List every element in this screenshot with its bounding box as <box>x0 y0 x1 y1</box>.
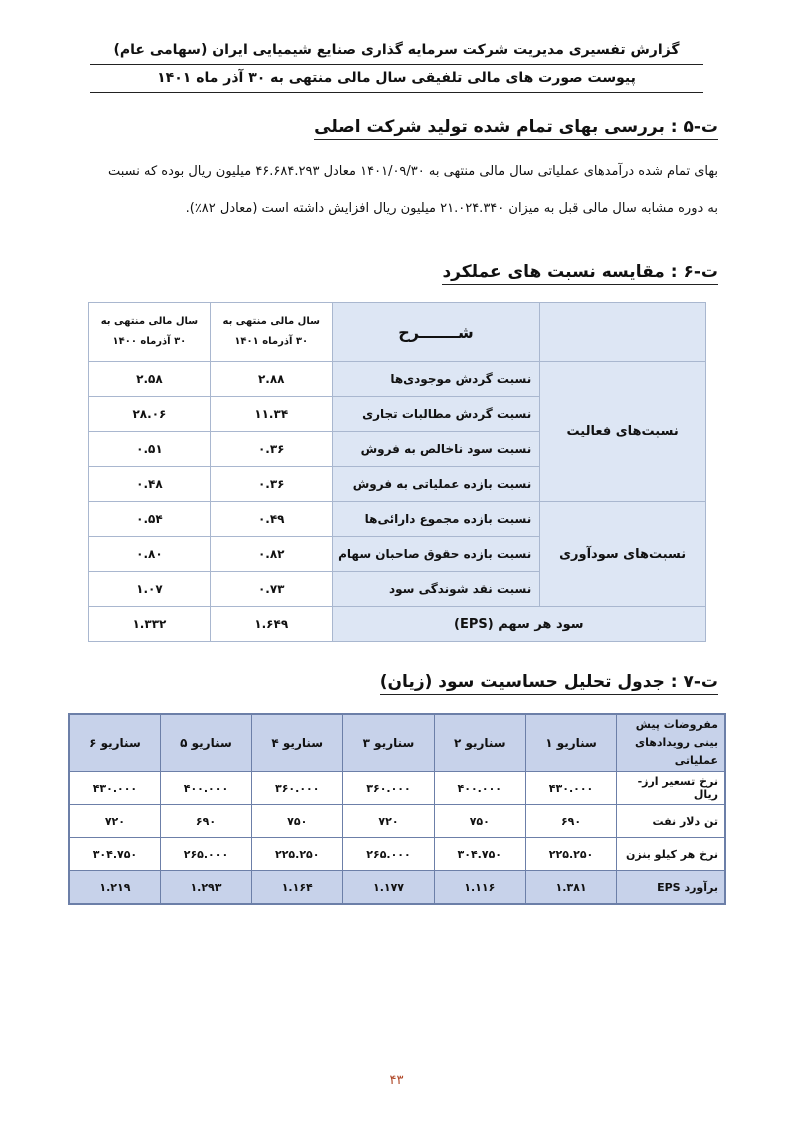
scenario-value: ۱.۳۸۱ <box>525 871 616 905</box>
sensitivity-header-row <box>69 714 725 772</box>
header-year-1400: سال مالی منتهی به ۳۰ آذرماه ۱۴۰۰ <box>89 303 211 362</box>
eps-value-1400: ۱.۳۳۲ <box>89 607 211 642</box>
ratio-label: نسبت بازده مجموع دارائی‌ها <box>332 502 540 537</box>
scenario-value: ۲۲۵.۲۵۰ <box>252 838 343 871</box>
sensitivity-table <box>68 713 726 905</box>
assumption-label: نرخ هر کیلو بنزن <box>617 838 725 871</box>
scenario-value: ۴۰۰.۰۰۰ <box>434 772 525 805</box>
ratio-comparison-table <box>88 302 706 642</box>
ratio-label: نسبت بازده عملیاتی به فروش <box>332 467 540 502</box>
eps-value-1401: ۱.۶۴۹ <box>210 607 332 642</box>
assumptions-header: مفروضات پیش بینی رویدادهای عملیاتی <box>617 714 725 772</box>
section5-title: ت-۵ : بررسی بهای تمام شده تولید شرکت اصلی <box>314 117 718 140</box>
scenario-value: ۷۲۰ <box>343 805 434 838</box>
scenario-value: ۲۶۵.۰۰۰ <box>343 838 434 871</box>
scenario-value: ۲۲۵.۲۵۰ <box>525 838 616 871</box>
eps-row <box>89 607 706 642</box>
section7-title: ت-۷ : جدول تحلیل حساسیت سود (زیان) <box>380 672 718 695</box>
scenario-value: ۱.۲۱۹ <box>69 871 160 905</box>
section6-title: ت-۶ : مقایسه نسبت های عملکرد <box>442 262 718 285</box>
scenario-value: ۳۶۰.۰۰۰ <box>343 772 434 805</box>
group-activity-ratios: نسبت‌های فعالیت <box>540 362 706 502</box>
table-row <box>69 772 725 805</box>
ratio-value-1400: ۱.۰۷ <box>89 572 211 607</box>
ratio-label: نسبت سود ناخالص به فروش <box>332 432 540 467</box>
scenario-value: ۴۳۰.۰۰۰ <box>525 772 616 805</box>
ratio-value-1401: ۰.۷۳ <box>210 572 332 607</box>
ratio-label: نسبت گردش موجودی‌ها <box>332 362 540 397</box>
eps-estimate-row <box>69 871 725 905</box>
table-row <box>89 502 706 537</box>
ratio-value-1401: ۱۱.۳۴ <box>210 397 332 432</box>
scenario-value: ۳۶۰.۰۰۰ <box>252 772 343 805</box>
header-description: شـــــــرح <box>332 303 540 362</box>
scenario-value: ۷۵۰ <box>252 805 343 838</box>
header-group-cell <box>540 303 706 362</box>
scenario-value: ۱.۱۱۶ <box>434 871 525 905</box>
scenario-value: ۴۰۰.۰۰۰ <box>160 772 251 805</box>
header-year-1401: سال مالی منتهی به ۳۰ آذرماه ۱۴۰۱ <box>210 303 332 362</box>
table-row <box>69 838 725 871</box>
assumption-label: تن دلار نفت <box>617 805 725 838</box>
ratio-label: نسبت گردش مطالبات تجاری <box>332 397 540 432</box>
table-row <box>89 362 706 397</box>
section5-paragraph-line1: بهای تمام شده درآمدهای عملیاتی سال مالی منتهی به ۱۴۰۱/۰۹/۳۰ معادل ۴۶.۶۸۴.۲۹۳ میلیون ریال بوده که نسبت <box>107 164 718 179</box>
scenario-value: ۷۲۰ <box>69 805 160 838</box>
title-underline <box>90 64 703 65</box>
ratio-value-1401: ۰.۴۹ <box>210 502 332 537</box>
ratio-value-1400: ۰.۴۸ <box>89 467 211 502</box>
scenario-header: سناریو ۶ <box>69 714 160 772</box>
ratio-value-1400: ۰.۵۱ <box>89 432 211 467</box>
report-title: گزارش تفسیری مدیریت شرکت سرمایه گذاری صنایع شیمیایی ایران (سهامی عام) <box>113 42 680 58</box>
scenario-value: ۴۳۰.۰۰۰ <box>69 772 160 805</box>
ratio-value-1401: ۰.۳۶ <box>210 467 332 502</box>
scenario-header: سناریو ۲ <box>434 714 525 772</box>
ratio-value-1400: ۰.۸۰ <box>89 537 211 572</box>
scenario-header: سناریو ۳ <box>343 714 434 772</box>
scenario-value: ۲۶۵.۰۰۰ <box>160 838 251 871</box>
page-number: ۴۳ <box>389 1073 404 1088</box>
table-row <box>69 805 725 838</box>
ratio-value-1401: ۰.۸۲ <box>210 537 332 572</box>
ratio-value-1401: ۲.۸۸ <box>210 362 332 397</box>
eps-label: سود هر سهم (EPS) <box>332 607 705 642</box>
scenario-value: ۱.۱۶۴ <box>252 871 343 905</box>
scenario-header: سناریو ۵ <box>160 714 251 772</box>
section5-paragraph-line2: به دوره مشابه سال مالی قبل به میزان ۲۱.۰۲۴.۳۴۰ میلیون ریال افزایش داشته است (معادل ۸۲٪). <box>185 201 718 216</box>
ratio-label: نسبت نقد شوندگی سود <box>332 572 540 607</box>
section5-paragraph <box>78 153 718 227</box>
ratio-value-1400: ۲۸.۰۶ <box>89 397 211 432</box>
scenario-value: ۱.۱۷۷ <box>343 871 434 905</box>
scenario-value: ۱.۲۹۳ <box>160 871 251 905</box>
scenario-value: ۶۹۰ <box>160 805 251 838</box>
assumption-label: برآورد EPS <box>617 871 725 905</box>
scenario-value: ۶۹۰ <box>525 805 616 838</box>
report-subtitle: پیوست صورت های مالی تلفیقی سال مالی منتهی به ۳۰ آذر ماه ۱۴۰۱ <box>157 70 636 86</box>
ratio-header-row <box>89 303 706 362</box>
ratio-label: نسبت بازده حقوق صاحبان سهام <box>332 537 540 572</box>
scenario-value: ۳۰۴.۷۵۰ <box>69 838 160 871</box>
subtitle-underline <box>90 92 703 93</box>
scenario-value: ۷۵۰ <box>434 805 525 838</box>
assumption-label: نرخ تسعیر ارز- ریال <box>617 772 725 805</box>
scenario-header: سناریو ۱ <box>525 714 616 772</box>
scenario-value: ۳۰۴.۷۵۰ <box>434 838 525 871</box>
group-profitability-ratios: نسبت‌های سودآوری <box>540 502 706 607</box>
ratio-value-1400: ۲.۵۸ <box>89 362 211 397</box>
ratio-value-1401: ۰.۳۶ <box>210 432 332 467</box>
scenario-header: سناریو ۴ <box>252 714 343 772</box>
ratio-value-1400: ۰.۵۴ <box>89 502 211 537</box>
